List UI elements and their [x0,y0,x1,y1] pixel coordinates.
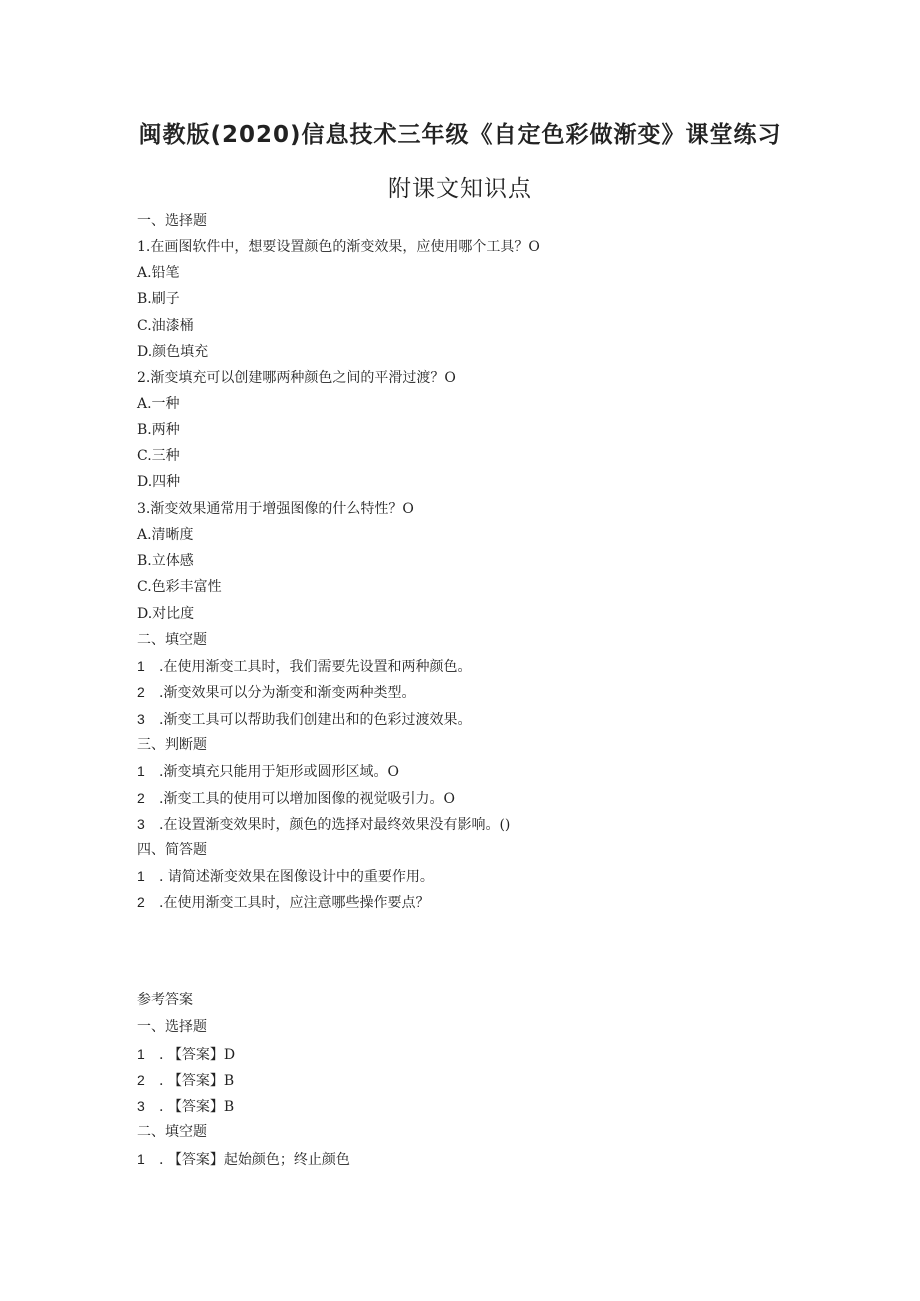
item-text: . 请简述渐变效果在图像设计中的重要作用。 [159,869,434,885]
item-text: .渐变工具的使用可以增加图像的视觉吸引力。O [159,791,455,807]
item-number: 3 [137,711,145,727]
question-2: 2.渐变填充可以创建哪两种颜色之间的平滑过渡？O [137,370,456,386]
judge-item-2 [137,789,455,808]
item-text: .渐变填充只能用于矩形或圆形区域。O [159,764,399,780]
item-number: 1 [137,1046,145,1062]
answer-choice-1 [137,1045,235,1064]
short-item-2 [137,893,429,912]
document-subtitle: 附课文知识点 [388,176,532,202]
question-1-option-a: A.铅笔 [137,265,180,281]
item-number: 1 [137,1151,145,1167]
short-item-1 [137,867,434,886]
item-number: 1 [137,658,145,674]
answers-heading: 参考答案 [137,992,193,1008]
question-1: 1.在画图软件中，想要设置颜色的渐变效果，应使用哪个工具？O [137,239,540,255]
item-number: 1 [137,763,145,779]
answers-choice-heading: 一、选择题 [137,1019,207,1035]
question-3-option-d: D.对比度 [137,606,195,622]
item-text: . 【答案】B [159,1099,235,1115]
item-text: .在设置渐变效果时，颜色的选择对最终效果没有影响。() [159,817,511,833]
item-number: 2 [137,894,145,910]
item-text: . 【答案】D [159,1047,236,1063]
question-2-option-c: C.三种 [137,448,180,464]
question-3-option-c: C.色彩丰富性 [137,579,222,595]
section-heading-choice: 一、选择题 [137,213,207,229]
item-text: .渐变工具可以帮助我们创建出和的色彩过渡效果。 [159,712,472,728]
question-2-option-b: B.两种 [137,422,180,438]
answer-choice-3 [137,1097,234,1116]
question-3-option-b: B.立体感 [137,553,194,569]
judge-item-1 [137,762,399,781]
item-number: 2 [137,1072,145,1088]
item-number: 2 [137,790,145,806]
question-1-option-b: B.刷子 [137,291,180,307]
question-2-option-a: A.一种 [137,396,180,412]
item-text: . 【答案】B [159,1073,235,1089]
item-text: .在使用渐变工具时，我们需要先设置和两种颜色。 [159,659,472,675]
item-number: 3 [137,1098,145,1114]
item-text: . 【答案】起始颜色；终止颜色 [159,1152,350,1168]
fill-item-3 [137,710,471,729]
fill-item-1 [137,657,471,676]
section-heading-fill: 二、填空题 [137,632,207,648]
item-number: 3 [137,816,145,832]
question-3: 3.渐变效果通常用于增强图像的什么特性？O [137,501,414,517]
question-2-option-d: D.四种 [137,474,181,490]
item-text: .渐变效果可以分为渐变和渐变两种类型。 [159,685,416,701]
section-heading-judge: 三、判断题 [137,737,207,753]
item-text: .在使用渐变工具时，应注意哪些操作要点？ [159,895,430,911]
section-heading-short: 四、简答题 [137,842,207,858]
answers-fill-heading: 二、填空题 [137,1124,207,1140]
answer-fill-1 [137,1150,350,1169]
question-1-option-d: D.颜色填充 [137,344,209,360]
question-3-option-a: A.清晰度 [137,527,194,543]
item-number: 2 [137,684,145,700]
judge-item-3 [137,815,510,834]
item-number: 1 [137,868,145,884]
question-1-option-c: C.油漆桶 [137,318,194,334]
fill-item-2 [137,683,415,702]
document-title: 闽教版(2020)信息技术三年级《自定色彩做渐变》课堂练习 [138,122,782,148]
answer-choice-2 [137,1071,234,1090]
